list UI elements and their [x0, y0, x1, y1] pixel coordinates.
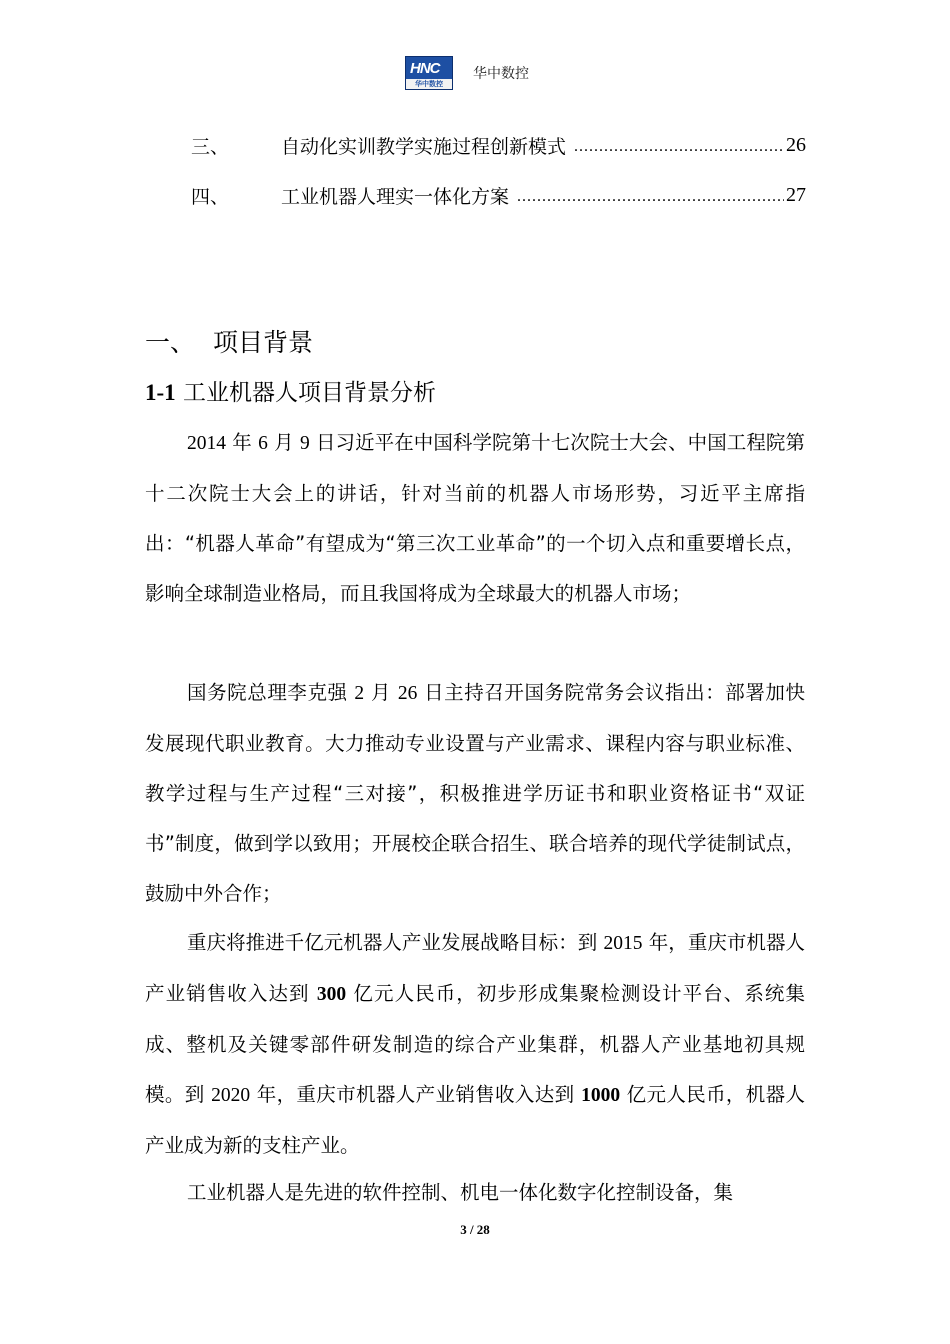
toc-page-number: 27 — [786, 183, 806, 206]
toc-leader-dots — [574, 138, 784, 156]
subsection-heading — [145, 374, 436, 407]
toc-title: 工业机器人理实一体化方案 — [281, 185, 510, 208]
toc-number: 四、 — [191, 185, 230, 208]
toc-page-number: 26 — [786, 133, 806, 156]
toc-entry[interactable] — [191, 180, 806, 210]
section-heading — [145, 323, 313, 359]
paragraph-1: 2014 年 6 月 9 日习近平在中国科学院第十七次院士大会、中国工程院第十二次院士大会上的讲话，针对当前的机器人市场形势，习近平主席指出：“机器人革命”有望成为“第三次工业革命”的一个切入点和重要增长点，影响全球制造业格局，而且我国将成为全球最大的机器人市场； — [145, 431, 805, 605]
subsection-title: 工业机器人项目背景分析 — [182, 380, 436, 406]
logo-subtitle: 华中数控 — [406, 79, 452, 89]
toc-title: 自动化实训教学实施过程创新模式 — [281, 135, 567, 158]
section-number: 一、 — [145, 328, 196, 357]
page-number-footer: 3 / 28 — [460, 1222, 490, 1237]
logo-mark: HNC — [410, 60, 440, 77]
paragraph-2: 国务院总理李克强 2 月 26 日主持召开国务院常务会议指出：部署加快发展现代职业教育。大力推动专业设置与产业需求、课程内容与职业标准、教学过程与生产过程“三对接”，积极推进学历证书和职业资格证书“双证书”制度，做到学以致用；开展校企联合招生、联合培养的现代学徒制试点，鼓励中外合作； — [145, 681, 806, 905]
toc-number: 三、 — [191, 135, 230, 158]
page-header — [405, 56, 529, 90]
paragraph-3: 重庆将推进千亿元机器人产业发展战略目标：到 2015 年，重庆市机器人产业销售收入达到 300 亿元人民币，初步形成集聚检测设计平台、系统集成、整机及关键零部件研发制造的综合产业集群，机器人产业基地初具规模。到 2020 年，重庆市机器人产业销售收入达到 1000 亿元人民币，机器人产业成为新的支柱产业。 — [145, 931, 806, 1157]
toc-leader-dots — [517, 188, 784, 206]
header-title: 华中数控 — [473, 66, 529, 82]
toc-entry[interactable] — [191, 130, 806, 160]
paragraph-4: 工业机器人是先进的软件控制、机电一体化数字化控制设备，集 — [187, 1181, 734, 1204]
subsection-number: 1-1 — [145, 380, 176, 405]
hnc-logo — [405, 56, 453, 90]
section-title: 项目背景 — [213, 328, 314, 357]
